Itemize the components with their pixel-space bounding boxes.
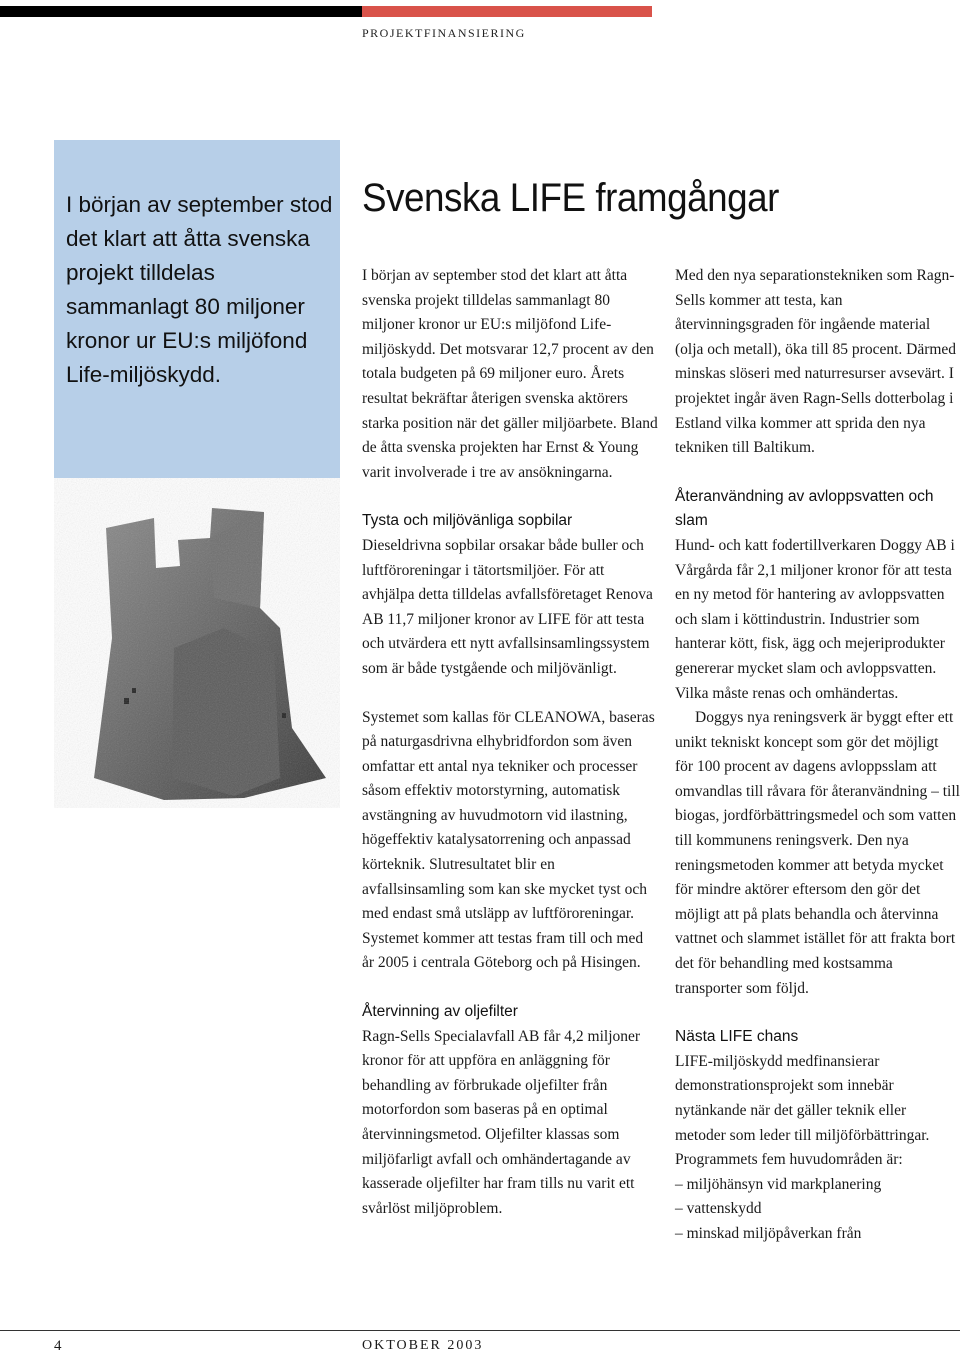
article-column-middle <box>362 264 658 1221</box>
paragraph: Hund- och katt fodertillverkaren Doggy AB i Vårgårda får 2,1 miljoner kronor för att testa en ny metod för hantering av avloppsvatten och slam i köttindustrin. Industrier som hanterar kött, fisk, ägg och mejeriprodukter genererar mycket slam och avloppsvatten. Vilka måste renas och omhändertas. <box>675 536 955 702</box>
castle-shape <box>54 478 340 808</box>
section-heading-avloppsvatten: Återanvändning av avloppsvatten och slam <box>675 487 934 530</box>
list-item: – minskad miljöpåverkan från <box>675 1224 862 1242</box>
article-title: Svenska LIFE framgångar <box>362 176 779 220</box>
list-item: – miljöhänsyn vid markplanering <box>675 1175 882 1193</box>
paragraph: Med den nya separationstekniken som Ragn-Sells kommer att testa, kan återvinningsgraden för ingående material (olja och metall), öka till 85 procent. Därmed minskas slöseri med naturresurser avsevärt. I projektet ingår även Ragn-Sells dotterbolag i Estland vilka kommer att sprida den nya tekniken till Baltikum. <box>675 267 957 457</box>
intro-paragraph: I början av september stod det klart att åtta svenska projekt tilldelas sammanlagt 80 miljoner kronor ur EU:s miljöfond Life-miljöskydd. Det motsvarar 12,7 procent av den totala budgeten på 69 miljoner euro. Årets resultat bekräftar återigen svenska aktörers starka position när det gäller miljöarbete. Bland de åtta svenska projekten har Ernst & Young varit involverade i tre av ansökningarna. <box>362 267 658 481</box>
section-heading-sopbilar: Tysta och miljövänliga sopbilar <box>362 512 573 530</box>
section-label: PROJEKTFINANSIERING <box>362 26 526 40</box>
paragraph: LIFE-miljöskydd medfinansierar demonstrationsprojekt som innebär nytänkande när det gäller teknik eller metoder som leder till miljöförbättringar. Programmets fem huvudområden är: <box>675 1052 930 1169</box>
paragraph: Systemet som kallas för CLEANOWA, baseras på naturgasdrivna elhybridfordon som även omfattar ett antal nya tekniker och processer såsom effektiv motorstyrning, automatisk avstängning av huvudmotorn vid ilastning, högeffektiv katalysatorrening och anpassad körteknik. Slutresultatet blir en avfallsinsamling som kan ske mycket tyst och med endast små utsläpp av luftföroreningar. Systemet kommer att testas fram till och med år 2005 i centrala Göteborg och på Hisingen. <box>362 708 655 972</box>
pull-quote-box <box>54 140 340 478</box>
section-heading-oljefilter: Återvinning av oljefilter <box>362 1003 518 1021</box>
section-heading-life-chans: Nästa LIFE chans <box>675 1028 799 1046</box>
footer-rule <box>0 1330 960 1331</box>
header-bar-black <box>0 6 362 17</box>
pull-quote: I början av september stod det klart att åtta svenska projekt tilldelas sammanlagt 80 miljoner kronor ur EU:s miljöfond Life-miljöskydd. <box>66 192 333 387</box>
paragraph: Doggys nya reningsverk är byggt efter ett unikt tekniskt koncept som gör det möjligt för 100 procent av dagens avloppsslam att omvandlas till råvara för återanvändning – till biogas, jordförbättringsmedel och som vatten till kommunens reningsverk. Den nya reningsmetoden kommer att betyda mycket för mindre aktörer eftersom den gör det möjligt att på plats behandla och återvinna vattnet och slammet istället för att frakta bort det för behandling med kostsamma transporter som följd. <box>675 709 960 997</box>
list-item: – vattenskydd <box>675 1200 762 1218</box>
article-column-right <box>675 264 960 1247</box>
footer-date: OKTOBER 2003 <box>362 1338 484 1353</box>
paragraph: Ragn-Sells Specialavfall AB får 4,2 miljoner kronor för att uppföra en anläggning för behandling av förbrukade oljefilter från motorfordon som baseras på en optimal återvinningsmetod. Oljefilter klassas som miljöfarligt avfall och omhändertagande av kasserade oljefilter har fram tills nu varit ett svårlöst miljöproblem. <box>362 1027 641 1217</box>
page-number: 4 <box>54 1338 62 1354</box>
concrete-castle-photo <box>54 478 340 808</box>
header-bar-red <box>362 6 652 17</box>
paragraph: Dieseldrivna sopbilar orsakar både buller och luftföroreningar i tätortsmiljöer. För att avhjälpa detta tilldelas avfallsföretaget Renova AB 11,7 miljoner kronor av LIFE för att testa och utvärdera ett nytt avfallsinsamlingssystem som är både tystgående och miljövänligt. <box>362 536 653 677</box>
